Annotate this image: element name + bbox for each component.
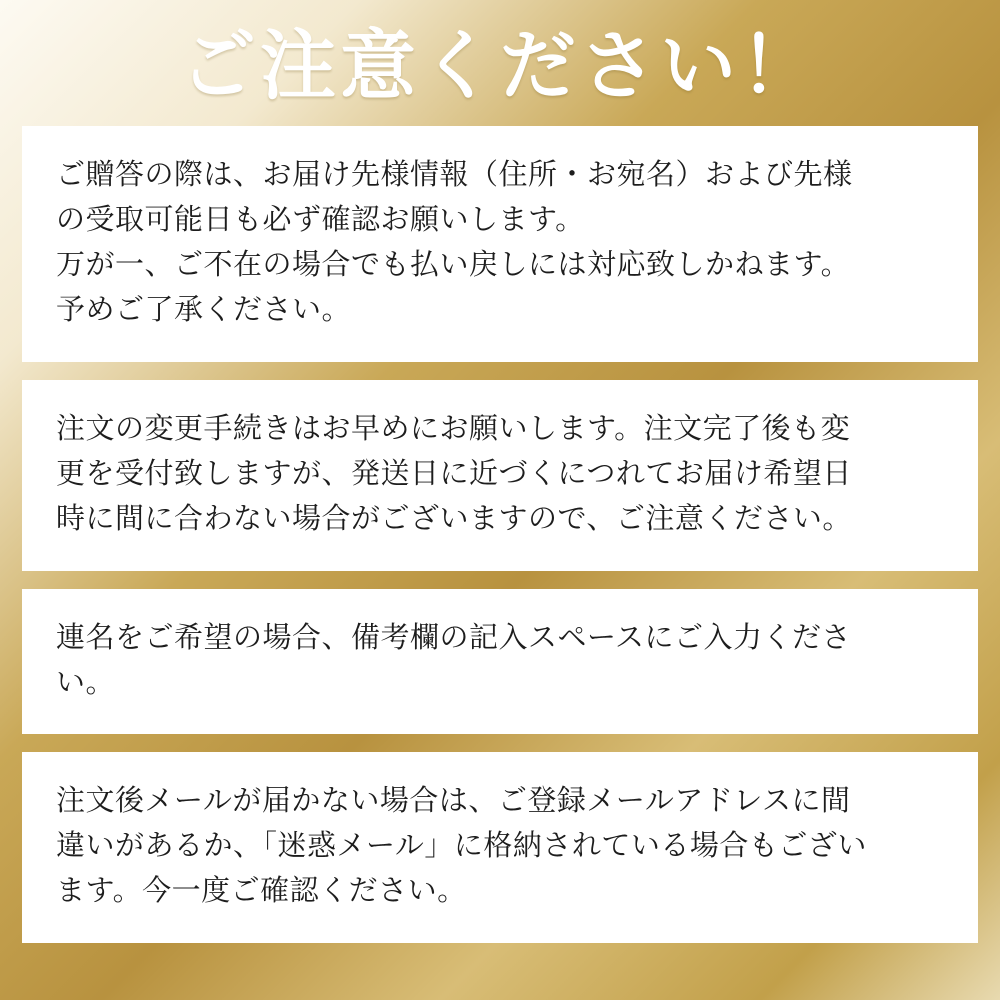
page-title: ご注意ください！ xyxy=(180,21,820,110)
notice-line: ご贈答の際は、お届け先様情報（住所・お宛名）および先様 xyxy=(56,157,853,191)
notice-line: の受取可能日も必ず確認お願いします。 xyxy=(56,201,585,236)
notice-panel-order-change-deadline xyxy=(22,380,978,571)
notice-line: い。 xyxy=(56,664,116,699)
notice-line: 違いがあるか、「迷惑メール」に格納されている場合もござい xyxy=(56,828,867,863)
notice-panel-list xyxy=(0,126,1000,943)
notice-panel-joint-name-request xyxy=(22,589,978,735)
notice-line: 更を受付致しますが、発送日に近づくにつれてお届け希望日 xyxy=(56,455,852,490)
notice-line: ます。今一度ご確認ください。 xyxy=(56,873,467,908)
notice-panel-email-not-received xyxy=(22,752,978,943)
notice-line: 注文後メールが届かない場合は、ご登録メールアドレスに間 xyxy=(56,783,851,818)
notice-line: 万が一、ご不在の場合でも払い戻しには対応致しかねます。 xyxy=(56,246,851,281)
notice-line: 時に間に合わない場合がございますので、ご注意ください。 xyxy=(56,500,852,535)
notice-line: 注文の変更手続きはお早めにお願いします。注文完了後も変 xyxy=(56,410,851,445)
notice-line: 連名をご希望の場合、備考欄の記入スペースにご入力くださ xyxy=(56,619,852,654)
notice-panel-gift-delivery-info xyxy=(22,126,978,362)
notice-line: 予めご了承ください。 xyxy=(56,291,352,326)
